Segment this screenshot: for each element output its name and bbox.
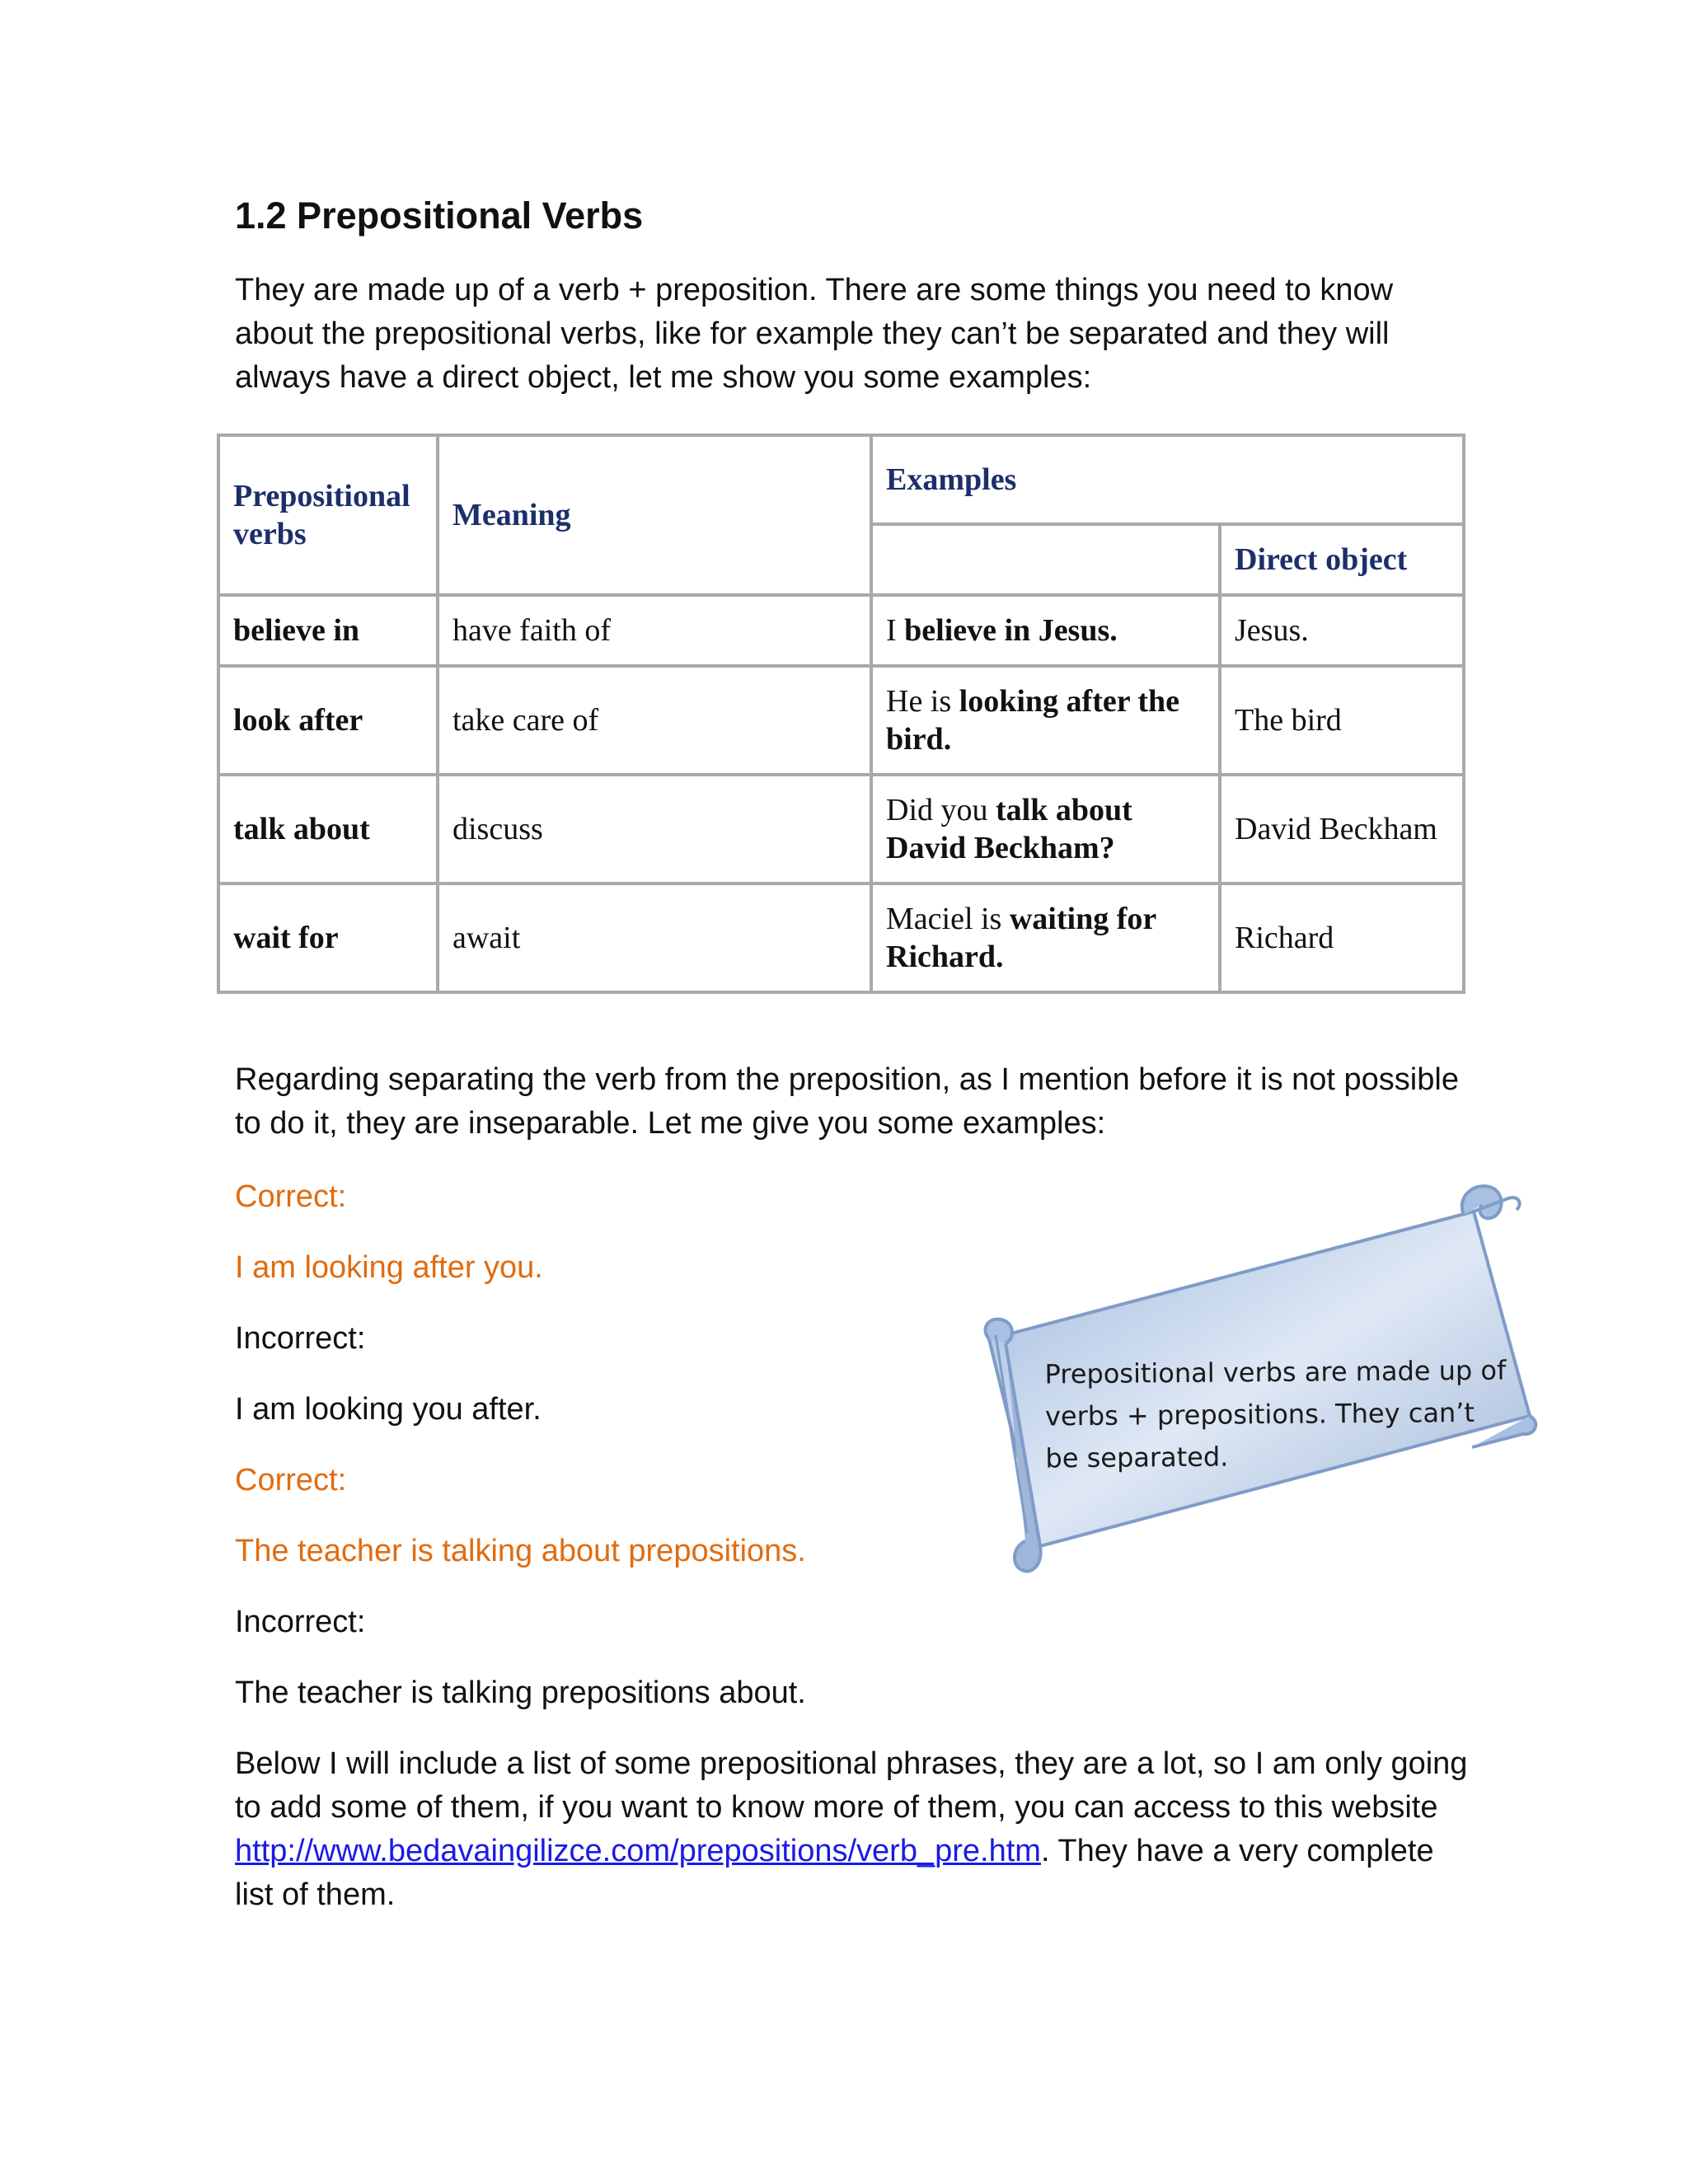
correct-example-1: I am looking after you.	[235, 1250, 543, 1285]
cell-direct-object: Jesus.	[1220, 595, 1464, 666]
example-bold: talk about David Beckham?	[886, 793, 1132, 865]
table-row	[218, 775, 1464, 883]
closing-text-end: . They have a very complete list of them.	[235, 1834, 1434, 1912]
website-link[interactable]: http://www.bedavaingilizce.com/prepositions/verb_pre.htm	[235, 1834, 1041, 1868]
incorrect-example-2: The teacher is talking prepositions about.	[235, 1675, 806, 1710]
table-row	[218, 595, 1464, 666]
cell-meaning: discuss	[438, 775, 871, 883]
header-prepositional-verbs: Prepositional verbs	[218, 435, 438, 595]
cell-verb: talk about	[218, 775, 438, 883]
cell-meaning: have faith of	[438, 595, 871, 666]
example-plain: I	[886, 613, 905, 648]
separation-paragraph: Regarding separating the verb from the preposition, as I mention before it is not possible to do it, they are inseparable. Let me give you some examples:	[235, 1062, 1459, 1141]
incorrect-label-1: Incorrect:	[235, 1321, 366, 1356]
cell-verb: wait for	[218, 883, 438, 992]
table-row	[218, 666, 1464, 775]
cell-direct-object: The bird	[1220, 666, 1464, 775]
callout-text: Prepositional verbs are made up of verbs + prepositions. They can’t be separated.	[1044, 1354, 1507, 1474]
example-plain: He is	[886, 684, 959, 719]
incorrect-label-2: Incorrect:	[235, 1605, 366, 1639]
closing-text: Below I will include a list of some prepositional phrases, they are a lot, so I am only going to add some of them, if you want to know more of them, you can access to this website	[235, 1746, 1468, 1825]
header-examples: Examples	[871, 435, 1464, 524]
cell-meaning: await	[438, 883, 871, 992]
header-examples-blank	[871, 524, 1220, 595]
incorrect-example-1: I am looking you after.	[235, 1392, 542, 1427]
cell-verb: look after	[218, 666, 438, 775]
correct-example-2: The teacher is talking about prepositions.	[235, 1534, 806, 1568]
example-plain: Maciel is	[886, 902, 1010, 936]
intro-paragraph: They are made up of a verb + preposition. There are some things you need to know about the prepositional verbs, like for example they can’t be separated and they will always have a direct object, let me show you some examples:	[235, 273, 1394, 395]
example-bold: believe in Jesus.	[904, 613, 1118, 648]
header-meaning: Meaning	[438, 435, 871, 595]
header-direct-object: Direct object	[1220, 524, 1464, 595]
prepositional-verbs-table	[217, 434, 1465, 994]
section-heading: 1.2 Prepositional Verbs	[235, 194, 644, 237]
correct-label-1: Correct:	[235, 1179, 347, 1214]
example-bold: looking after the bird.	[886, 684, 1180, 757]
table-row	[218, 883, 1464, 992]
closing-paragraph	[235, 1742, 1471, 1917]
cell-verb: believe in	[218, 595, 438, 666]
example-plain: Did you	[886, 793, 996, 827]
correct-label-2: Correct:	[235, 1463, 347, 1497]
cell-direct-object: David Beckham	[1220, 775, 1464, 883]
cell-example	[871, 595, 1220, 666]
cell-example	[871, 883, 1220, 992]
example-bold: waiting for Richard.	[886, 902, 1156, 974]
cell-meaning: take care of	[438, 666, 871, 775]
cell-direct-object: Richard	[1220, 883, 1464, 992]
cell-example	[871, 775, 1220, 883]
cell-example	[871, 666, 1220, 775]
